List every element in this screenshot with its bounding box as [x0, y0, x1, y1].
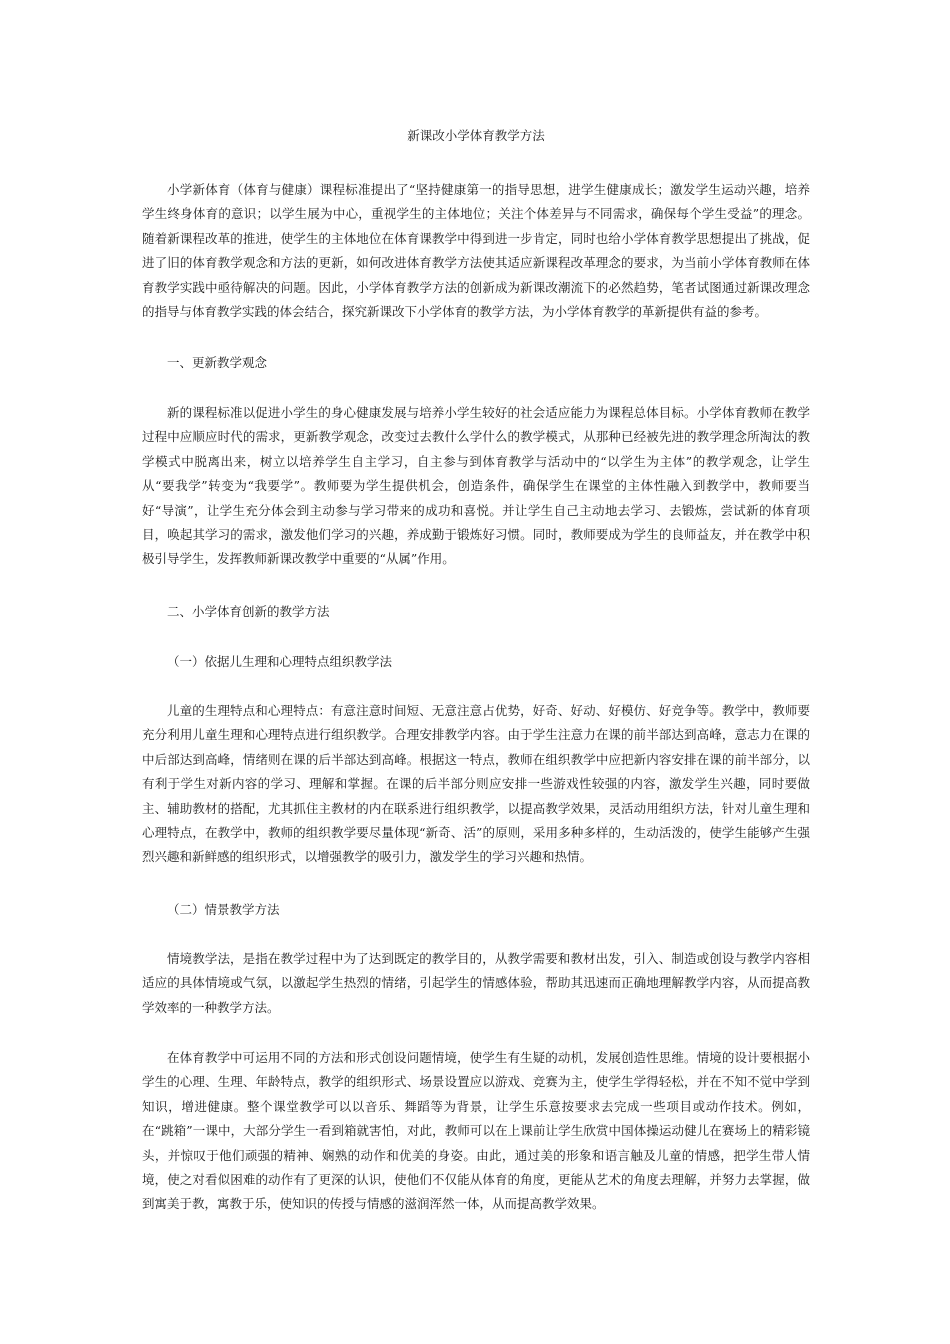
subsection-2-paragraph-2: 在体育教学中可运用不同的方法和形式创设问题情境，使学生有生疑的动机，发展创造性思维。情境的设计要根据小学生的心理、生理、年龄特点，教学的组织形式、场景设置应以游戏、竞赛为主，使学生学得轻松，并在不知不觉中学到知识，增进健康。整个课堂教学可以以音乐、舞蹈等为背景，让学生乐意按要求去完成一些项目或动作技术。例如，在“跳箱”一课中，大部分学生一看到箱就害怕，对此，教师可以在上课前让学生欣赏中国体操运动健儿在赛场上的精彩镜头，并惊叹于他们顽强的精神、娴熟的动作和优美的身姿。由此，通过美的形象和语言触及儿童的情感，把学生带人情境，使之对看似困难的动作有了更深的认识，使他们不仅能从体育的角度，更能从艺术的角度去理解，并努力去掌握，做到寓美于教，寓教于乐，使知识的传授与情感的滋润浑然一体，从而提高教学效果。	[142, 1050, 810, 1212]
section-heading-1: 一、更新教学观念	[167, 355, 268, 370]
section-1-paragraph: 新的课程标准以促进小学生的身心健康发展与培养小学生较好的社会适应能力为课程总体目标。小学体育教师在教学过程中应顺应时代的需求，更新教学观念，改变过去教什么学什么的教学模式，从那种已经被先进的教学理念所淘汰的教学模式中脱离出来，树立以培养学生自主学习，自主参与到体育教学与活动中的“以学生为主体”的教学观念，让学生从“要我学”转变为“我要学”。教师要为学生提供机会，创造条件，确保学生在课堂的主体性融入到教学中，教师要当好“导演”，让学生充分体会到主动参与学习带来的成功和喜悦。并让学生自己主动地去学习、去锻炼，尝试新的体育项目，唤起其学习的需求，激发他们学习的兴趣，养成勤于锻炼好习惯。同时，教师要成为学生的良师益友，并在教学中积极引导学生，发挥教师新课改教学中重要的“从属”作用。	[142, 405, 810, 567]
document-title: 新课改小学体育教学方法	[407, 128, 545, 143]
section-heading-2: 二、小学体育创新的教学方法	[167, 604, 330, 619]
subsection-heading-2: （二）情景教学方法	[167, 902, 280, 917]
subsection-1-paragraph: 儿童的生理特点和心理特点：有意注意时间短、无意注意占优势，好奇、好动、好模仿、好竞争等。教学中，教师要充分利用儿童生理和心理特点进行组织教学。合理安排教学内容。由于学生注意力在课的前半部达到高峰，意志力在课的中后部达到高峰，情绪则在课的后半部达到高峰。根据这一特点，教师在组织教学中应把新内容安排在课的前半部分，以有利于学生对新内容的学习、理解和掌握。在课的后半部分则应安排一些游戏性较强的内容，激发学生兴趣，同时要做主、辅助教材的搭配，尤其抓住主教材的内在联系进行组织教学，以提高教学效果，灵活动用组织方法，针对儿童生理和心理特点，在教学中，教师的组织教学要尽量体现“新奇、活”的原则，采用多种多样的，生动活泼的，使学生能够产生强烈兴趣和新鲜感的组织形式，以增强教学的吸引力，激发学生的学习兴趣和热情。	[142, 703, 810, 865]
subsection-heading-1: （一）依据儿生理和心理特点组织教学法	[167, 654, 393, 669]
intro-paragraph: 小学新体育（体育与健康）课程标准提出了“坚持健康第一的指导思想，进学生健康成长；激发学生运动兴趣，培养学生终身体育的意识；以学生展为中心，重视学生的主体地位；关注个体差异与不同需求，确保每个学生受益”的理念。随着新课程改革的推进，使学生的主体地位在体育课教学中得到进一步肯定，同时也给小学体育教学思想提出了挑战，促进了旧的体育教学观念和方法的更新，如何改进体育教学方法使其适应新课程改革理念的要求，为当前小学体育教师在体育教学实践中亟待解决的问题。因此，小学体育教学方法的创新成为新课改潮流下的必然趋势，笔者试图通过新课改理念的指导与体育教学实践的体会结合，探究新课改下小学体育的教学方法，为小学体育教学的革新提供有益的参考。	[142, 182, 810, 320]
subsection-2-paragraph-1: 情境教学法，是指在教学过程中为了达到既定的教学目的，从教学需要和教材出发，引入、制造或创设与教学内容相适应的具体情境或气氛，以激起学生热烈的情绪，引起学生的情感体验，帮助其迅速而正确地理解教学内容，从而提高教学效率的一种教学方法。	[142, 951, 810, 1015]
